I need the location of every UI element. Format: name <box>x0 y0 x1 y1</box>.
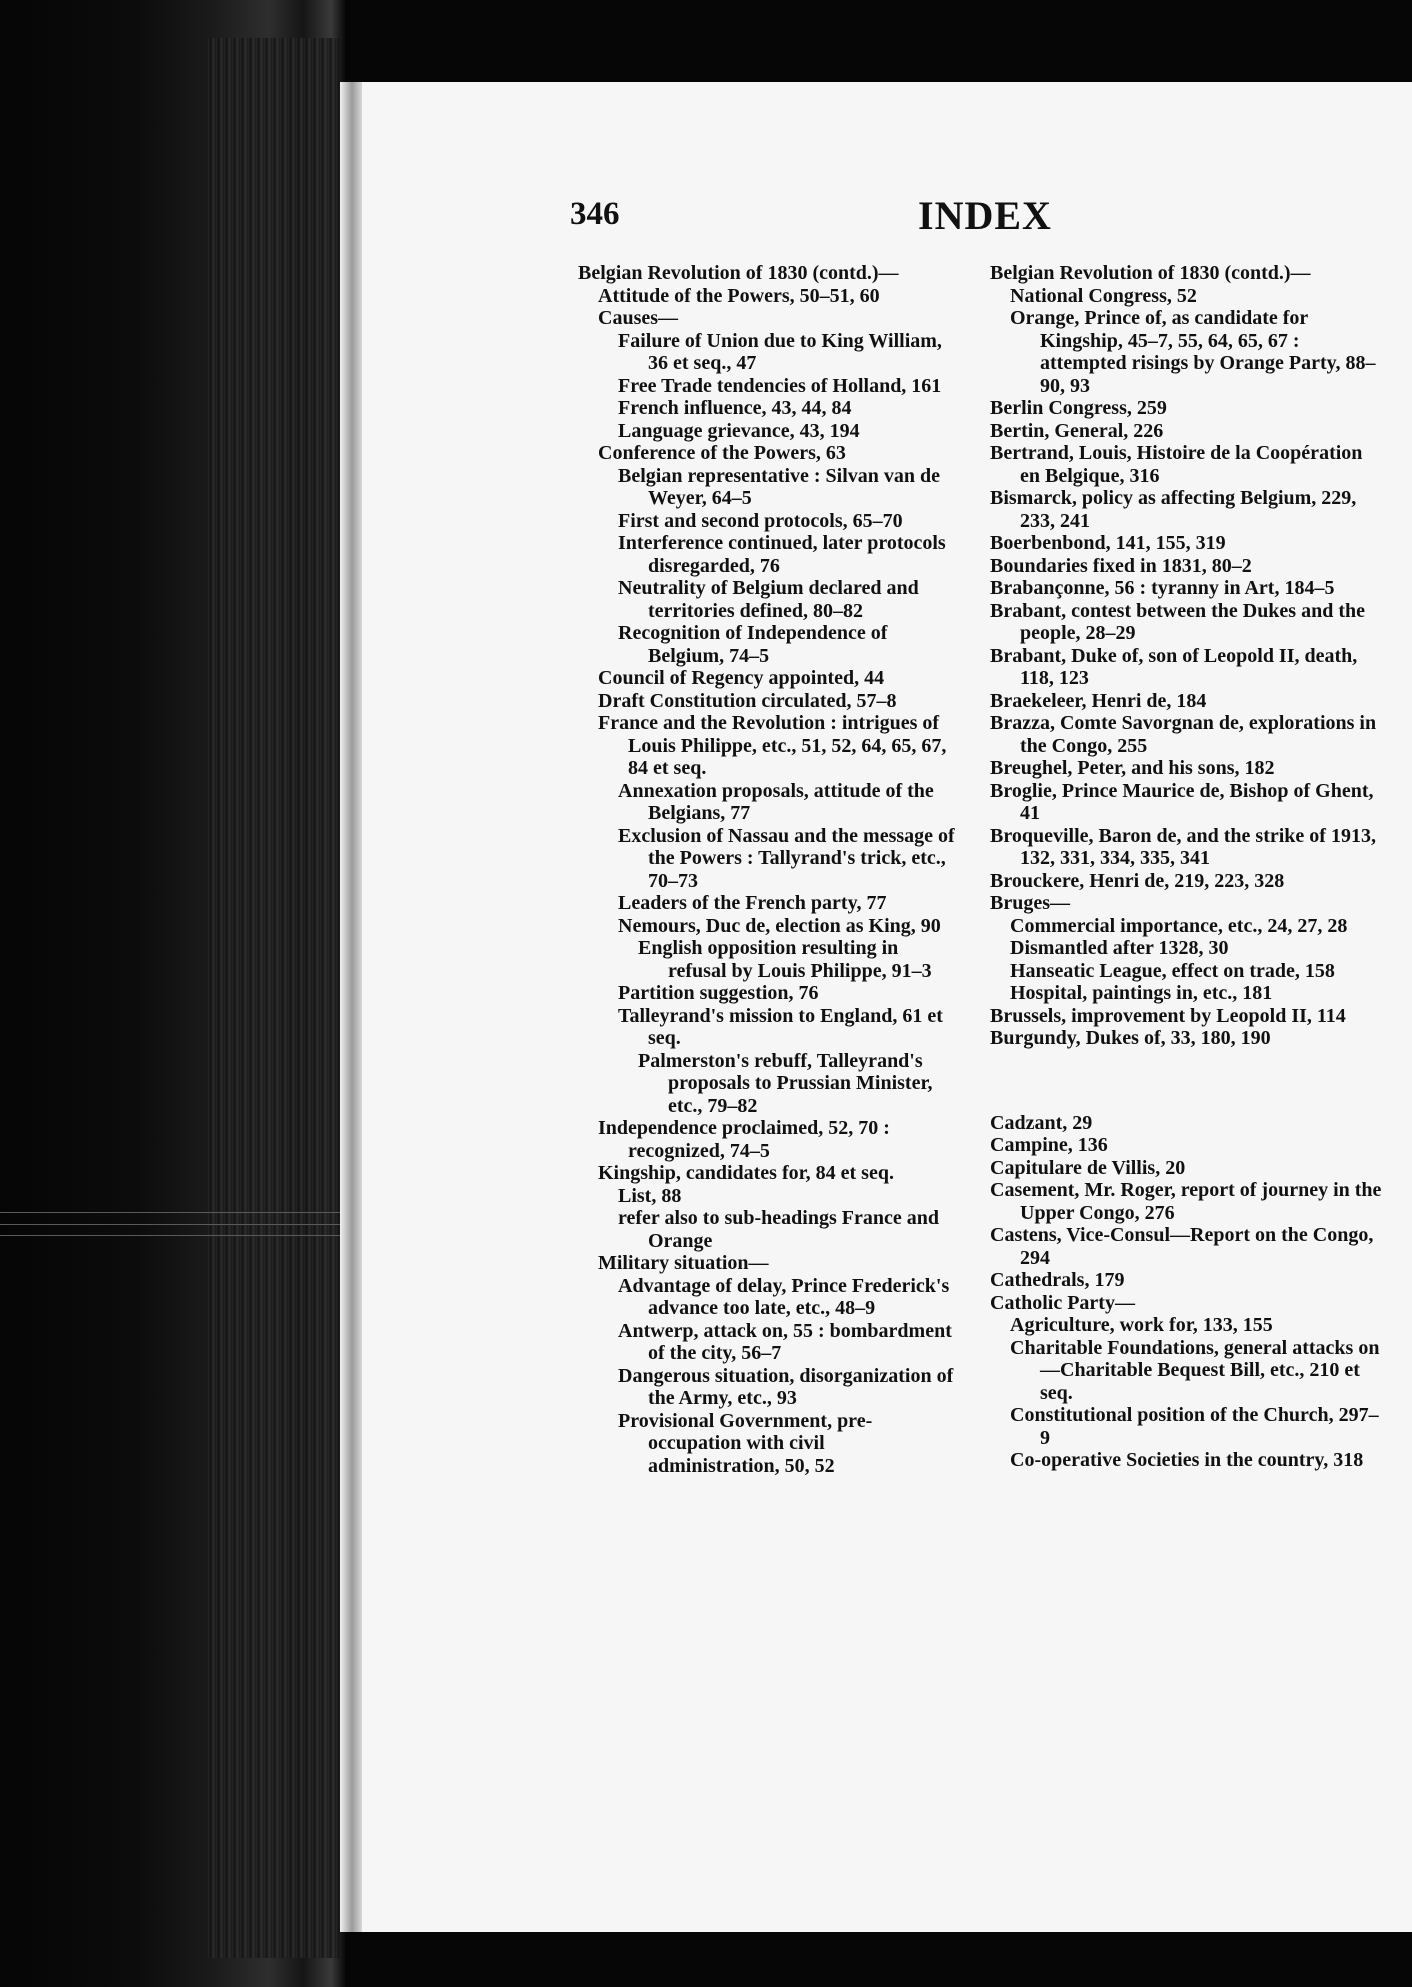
index-entry: National Congress, 52 <box>1010 284 1197 307</box>
index-entry: Provisional Government, pre-occupation with civil administration, 50, 52 <box>618 1409 873 1477</box>
index-page <box>362 82 1412 1932</box>
index-entry: Brabançonne, 56 : tyranny in Art, 184–5 <box>990 577 1335 599</box>
index-entry: Capitulare de Villis, 20 <box>990 1156 1186 1179</box>
index-entry: Boundaries fixed in 1831, 80–2 <box>990 554 1252 577</box>
index-entry: Catholic Party— <box>990 1291 1135 1314</box>
index-entry: France and the Revolution : intrigues of Louis Philippe, etc., 51, 52, 64, 65, 67, 84 et seq. <box>598 712 947 779</box>
index-entry: Bismarck, policy as affecting Belgium, 229, 233, 241 <box>990 487 1357 532</box>
index-entry: Casement, Mr. Roger, report of journey in the Upper Congo, 276 <box>990 1179 1382 1224</box>
index-entry: Draft Constitution circulated, 57–8 <box>598 689 897 712</box>
index-column-left <box>578 262 956 1477</box>
index-entry: Partition suggestion, 76 <box>618 982 819 1004</box>
index-entry: Independence proclaimed, 52, 70 : recognized, 74–5 <box>598 1117 890 1162</box>
index-entry: Dangerous situation, disorganization of the Army, etc., 93 <box>618 1364 954 1409</box>
page-fold-edge <box>340 82 364 1932</box>
index-entry: Constitutional position of the Church, 297–9 <box>1010 1404 1379 1449</box>
index-entry: Advantage of delay, Prince Frederick's advance too late, etc., 48–9 <box>618 1274 950 1319</box>
index-entry: Interference continued, later protocols disregarded, 76 <box>618 532 946 577</box>
index-entry: Braekeleer, Henri de, 184 <box>990 689 1207 712</box>
index-entry: Broglie, Prince Maurice de, Bishop of Ghent, 41 <box>990 779 1374 824</box>
index-entry: Failure of Union due to King William, 36 et seq., 47 <box>618 329 942 374</box>
index-entry: Castens, Vice-Consul—Report on the Congo, 294 <box>990 1224 1374 1269</box>
page-title: INDEX <box>918 193 1052 238</box>
index-entry: French influence, 43, 44, 84 <box>618 397 852 419</box>
index-entry: Antwerp, attack on, 55 : bombardment of the city, 56–7 <box>618 1319 952 1364</box>
index-entry: First and second protocols, 65–70 <box>618 509 903 532</box>
index-entry: Belgian representative : Silvan van de Weyer, 64–5 <box>618 464 941 509</box>
scan-artifact-line <box>0 1212 345 1213</box>
index-entry: English opposition resulting in refusal by Louis Philippe, 91–3 <box>638 937 932 982</box>
index-entry: Brabant, contest between the Dukes and the people, 28–29 <box>990 599 1365 644</box>
scan-artifact-line <box>0 1235 345 1236</box>
index-entry: Broqueville, Baron de, and the strike of 1913, 132, 331, 334, 335, 341 <box>990 824 1376 869</box>
index-entry: Agriculture, work for, 133, 155 <box>1010 1314 1273 1336</box>
index-entry: Hanseatic League, effect on trade, 158 <box>1010 959 1335 982</box>
index-entry: Bruges— <box>990 892 1070 914</box>
index-entry: Hospital, paintings in, etc., 181 <box>1010 982 1273 1004</box>
index-entry: Bertrand, Louis, Histoire de la Coopération en Belgique, 316 <box>990 442 1363 487</box>
index-entry: List, 88 <box>618 1184 682 1207</box>
index-entry: Causes— <box>598 307 679 329</box>
index-entry: Talleyrand's mission to England, 61 et seq. <box>618 1004 943 1049</box>
index-entry: Palmerston's rebuff, Talleyrand's proposals to Prussian Minister, etc., 79–82 <box>638 1049 933 1117</box>
index-entry: Campine, 136 <box>990 1134 1108 1156</box>
index-entry: Kingship, candidates for, 84 et seq. <box>598 1162 894 1184</box>
index-entry: Council of Regency appointed, 44 <box>598 667 885 689</box>
index-entry: Cadzant, 29 <box>990 1111 1093 1134</box>
index-entry: Belgian Revolution of 1830 (contd.)— <box>578 262 899 284</box>
index-entry: Brabant, Duke of, son of Leopold II, death, 118, 123 <box>990 644 1358 689</box>
index-entry: Recognition of Independence of Belgium, 74–5 <box>618 622 888 667</box>
index-entry: Orange, Prince of, as candidate for Kingship, 45–7, 55, 64, 65, 67 : attempted risings by Orange Party, 88–90, 93 <box>1010 307 1376 397</box>
index-entry: Burgundy, Dukes of, 33, 180, 190 <box>990 1027 1271 1049</box>
index-entry: Exclusion of Nassau and the message of the Powers : Tallyrand's trick, etc., 70–73 <box>618 824 955 892</box>
index-section-gap <box>990 1070 1382 1092</box>
index-entry: Dismantled after 1328, 30 <box>1010 937 1229 959</box>
index-column-right <box>990 262 1382 1472</box>
index-entry: Neutrality of Belgium declared and territories defined, 80–82 <box>618 577 919 622</box>
index-entry: Brussels, improvement by Leopold II, 114 <box>990 1004 1346 1027</box>
index-entry: Bertin, General, 226 <box>990 419 1164 442</box>
index-entry: Annexation proposals, attitude of the Belgians, 77 <box>618 779 934 824</box>
index-entry: Military situation— <box>598 1252 769 1274</box>
index-entry: Brazza, Comte Savorgnan de, explorations in the Congo, 255 <box>990 712 1377 757</box>
index-entry: Cathedrals, 179 <box>990 1269 1125 1291</box>
index-entry: Free Trade tendencies of Holland, 161 <box>618 374 942 397</box>
index-entry: Conference of the Powers, 63 <box>598 442 846 464</box>
index-entry: Attitude of the Powers, 50–51, 60 <box>598 284 880 307</box>
page-leaves-edge <box>208 38 340 1958</box>
index-entry: Commercial importance, etc., 24, 27, 28 <box>1010 914 1348 937</box>
index-entry: Language grievance, 43, 194 <box>618 419 860 442</box>
index-entry: Boerbenbond, 141, 155, 319 <box>990 532 1226 554</box>
index-entry: Belgian Revolution of 1830 (contd.)— <box>990 262 1311 284</box>
index-entry: Berlin Congress, 259 <box>990 397 1167 419</box>
index-entry: Brouckere, Henri de, 219, 223, 328 <box>990 869 1285 892</box>
page-number: 346 <box>570 196 620 232</box>
scan-artifact-line <box>0 1224 345 1225</box>
index-entry: Co-operative Societies in the country, 318 <box>1010 1449 1364 1471</box>
index-entry: Breughel, Peter, and his sons, 182 <box>990 757 1275 779</box>
index-entry: refer also to sub-headings France and Orange <box>618 1207 939 1252</box>
index-entry: Charitable Foundations, general attacks on—Charitable Bequest Bill, etc., 210 et seq. <box>1010 1336 1380 1404</box>
index-entry: Leaders of the French party, 77 <box>618 892 887 914</box>
index-entry: Nemours, Duc de, election as King, 90 <box>618 914 941 937</box>
